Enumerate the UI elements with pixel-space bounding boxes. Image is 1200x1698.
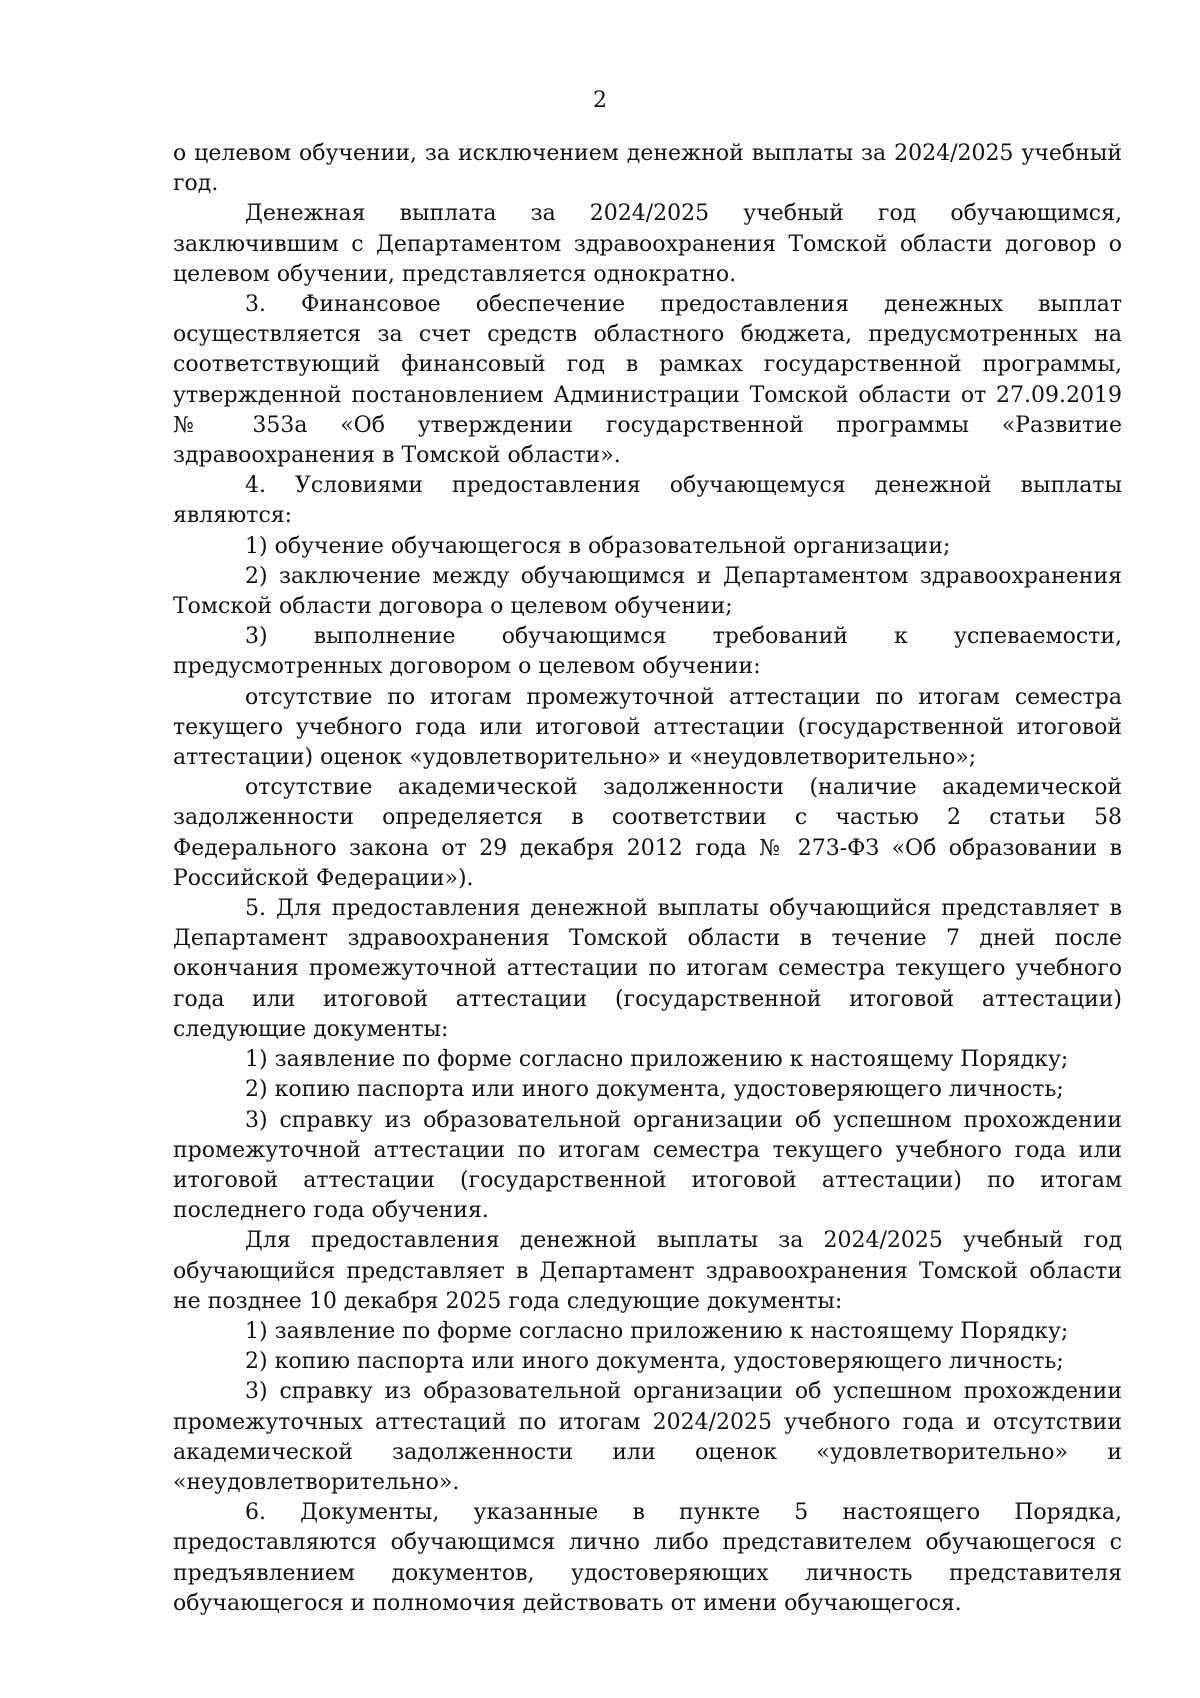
paragraph-item-5: 5. Для предоставления денежной выплаты обучающийся представляет в Департамент здравоохранения Томской области в течение 7 дней после окончания промежуточной аттестации по итогам семестра текущего учебного года или итоговой аттестации (государственной итоговой аттестации) следующие документы: — [173, 896, 1122, 1042]
paragraph-requirement-debt: отсутствие академической задолженности (наличие академической задолженности определяется в соответствии с частью 2 статьи 58 Федерального закона от 29 декабря 2012 года № 273-ФЗ «Об образовании в Российской Федерации»). — [173, 775, 1122, 891]
paragraph-item-3: 3. Финансовое обеспечение предоставления денежных выплат осуществляется за счет средств областного бюджета, предусмотренных на соответствующий финансовый год в рамках государственной программы, утвержденной постановлением Администрации Томской области от 27.09.2019 № 353а «Об утверждении государственной программы «Развитие здравоохранения в Томской области». — [173, 292, 1122, 469]
paragraph-item-5-3: 3) справку из образовательной организации об успешном прохождении промежуточной аттестации по итогам семестра текущего учебного года или итоговой аттестации (государственной итоговой аттестации) по итогам последнего года обучения. — [173, 1107, 1122, 1224]
paragraph-2024-2025-doc-2: 2) копию паспорта или иного документа, удостоверяющего личность; — [245, 1349, 1064, 1375]
paragraph-item-4-1: 1) обучение обучающегося в образовательной организации; — [245, 533, 951, 559]
paragraph-item-4-3: 3) выполнение обучающимся требований к успеваемости, предусмотренных договором о целевом обучении: — [173, 624, 1122, 680]
paragraph-2024-2025-docs: Для предоставления денежной выплаты за 2024/2025 учебный год обучающийся представляет в Департамент здравоохранения Томской области не позднее 10 декабря 2025 года следующие документы: — [173, 1228, 1122, 1314]
paragraph-item-5-2: 2) копию паспорта или иного документа, удостоверяющего личность; — [245, 1077, 1064, 1103]
paragraph-item-4-2: 2) заключение между обучающимся и Департаментом здравоохранения Томской области договора о целевом обучении; — [173, 563, 1122, 620]
paragraph-requirement-grades: отсутствие по итогам промежуточной аттестации по итогам семестра текущего учебного года или итоговой аттестации (государственной итоговой аттестации) оценок «удовлетворительно» и «неудовлетворительно»; — [173, 684, 1122, 771]
paragraph-2024-2025-doc-1: 1) заявление по форме согласно приложению к настоящему Порядку; — [245, 1318, 1069, 1344]
paragraph-2024-2025-doc-3: 3) справку из образовательной организации об успешном прохождении промежуточных аттестаций по итогам 2024/2025 учебного года и отсутствии академической задолженности или оценок «удовлетворительно» и «неудовлетворительно». — [173, 1379, 1122, 1495]
paragraph-item-5-1: 1) заявление по форме согласно приложению к настоящему Порядку; — [245, 1047, 1069, 1073]
paragraph-item-4: 4. Условиями предоставления обучающемуся денежной выплаты являются: — [173, 473, 1122, 529]
document-body — [173, 139, 1122, 1619]
paragraph-item-6: 6. Документы, указанные в пункте 5 настоящего Порядка, предоставляются обучающимся лично либо представителем обучающегося с предъявлением документов, удостоверяющих личность представителя обучающегося и полномочия действовать от имени обучающегося. — [173, 1500, 1122, 1616]
paragraph-payment-once: Денежная выплата за 2024/2025 учебный год обучающимся, заключившим с Департаментом здравоохранения Томской области договор о целевом обучении, представляется однократно. — [173, 201, 1122, 287]
paragraph-continuation: о целевом обучении, за исключением денежной выплаты за 2024/2025 учебный год. — [173, 141, 1122, 197]
page-number: 2 — [593, 88, 607, 113]
